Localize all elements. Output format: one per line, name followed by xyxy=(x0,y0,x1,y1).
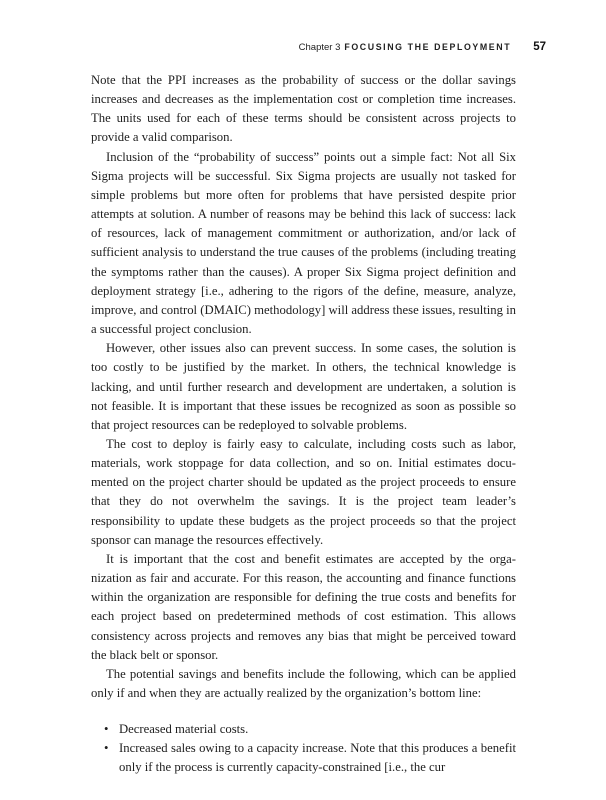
paragraph-5: It is important that the cost and benefit estimates are accepted by the organization as fair and accurate. For this reason, the accounting and finance functions within the organization are responsible for defining the true costs and benefits for each project based on predetermined methods of cost estimation. This allows consistency across projects and removes any bias that might be perceived toward the black belt or sponsor. xyxy=(91,551,516,662)
list-item xyxy=(91,739,516,777)
list-item-text: Increased sales owing to a capacity increase. Note that this produces a benefit only if the process is currently capacity-constrained [i.e., the cur xyxy=(119,741,516,775)
running-header xyxy=(299,41,546,53)
bullet-icon: • xyxy=(104,741,109,756)
bullet-icon: • xyxy=(104,722,109,737)
paragraph-3: However, other issues also can prevent success. In some cases, the solution is too costly to be justified by the market. In others, the technical knowledge is lacking, and until further research and development are undertaken, a solution is not feasible. It is important that these issues be recognized as soon as possible so that project resources can be redeployed to solvable problems. xyxy=(91,341,516,432)
chapter-title: FOCUSING THE DEPLOYMENT xyxy=(344,42,512,52)
paragraph-2: Inclusion of the “probability of success” points out a simple fact: Not all Six Sigma projects will be successful. Six Sigma projects are usually not tasked for simple problems but more often for problems that have persisted despite prior attempts at solution. A number of reasons may be behind this lack of success: lack of resources, lack of management commitment or authorization, and/or lack of sufficient analysis to understand the true causes of the problems (including treating the symptoms rather than the causes). A proper Six Sigma project definition and deployment strategy [i.e., adhering to the rigors of the define, measure, analyze, improve, and control (DMAIC) methodology] will address these issues, resulting in a successful project conclusion. xyxy=(91,149,516,337)
page-number: 57 xyxy=(533,41,546,53)
benefits-list xyxy=(91,720,516,777)
paragraph-6: The potential savings and benefits include the following, which can be applied only if and when they are actually realized by the organization’s bottom line: xyxy=(91,666,516,700)
body-text xyxy=(91,71,516,778)
chapter-label: Chapter 3 xyxy=(298,42,341,53)
list-item xyxy=(91,720,516,739)
list-item-text: Decreased material costs. xyxy=(119,722,249,737)
paragraph-1: Note that the PPI increases as the probability of success or the dollar savings increases and decreases as the implementation cost or completion time increases. The units used for each of these terms should be consistent across projects to provide a valid comparison. xyxy=(91,73,516,145)
paragraph-4: The cost to deploy is fairly easy to calculate, including costs such as labor, materials, work stoppage for data collection, and so on. Initial estimates documented on the project charter should be updated as the project proceeds to ensure that they do not overwhelm the savings. It is the project team leader’s responsibility to update these budgets as the project proceeds so that the project sponsor can manage the resources effectively. xyxy=(91,436,516,547)
